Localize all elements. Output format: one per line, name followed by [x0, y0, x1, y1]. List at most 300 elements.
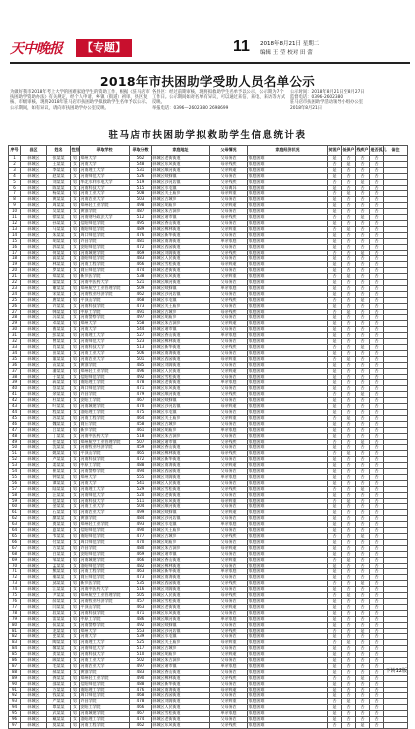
table-cell: 驿城区人民街道: [152, 593, 210, 599]
table-cell: 河南牧业经济学院: [80, 291, 130, 297]
table-title: 驻马店市扶困助学拟救助学生信息统计表: [108, 130, 307, 141]
table-cell: 89: [9, 675, 21, 681]
table-cell: 驿城区诸市镇: [152, 663, 210, 669]
table-cell: 驿城区: [21, 392, 47, 398]
table-cell: 否: [328, 215, 342, 221]
table-cell: 女: [71, 457, 80, 463]
table-cell: 家庭困难: [248, 687, 328, 693]
table-cell: 驿城区: [21, 551, 47, 557]
table-cell: 32: [9, 339, 21, 345]
table-cell: 河南工业大学: [80, 504, 130, 510]
table-cell: 37: [9, 368, 21, 374]
table-cell: 驿城区: [21, 486, 47, 492]
table-cell: 驿城区胡庙乡: [152, 427, 210, 433]
table-cell: 驿城区: [21, 427, 47, 433]
table-cell: 父母务农: [210, 669, 248, 675]
table-cell: 31: [9, 333, 21, 339]
table-cell: 是: [328, 374, 342, 380]
table-cell: 父母务农: [210, 469, 248, 475]
table-cell: 517: [130, 646, 152, 652]
table-cell: 新乡医学院: [80, 274, 130, 280]
staff-credits: 编辑 王 莹 校对 田 蕾: [260, 50, 313, 56]
table-cell: 父母务农: [210, 173, 248, 179]
table-cell: 父亲残疾: [210, 675, 248, 681]
table-cell: 否: [342, 203, 356, 209]
table-cell: 否: [356, 220, 370, 226]
table-cell: 否: [328, 297, 342, 303]
column-header: 录取学校: [80, 146, 130, 156]
table-cell: 女: [71, 327, 80, 333]
table-cell: 否: [342, 350, 356, 356]
table-cell: 481: [130, 238, 152, 244]
table-cell: 河南财经政法大学: [80, 215, 130, 221]
table-cell: 467: [130, 711, 152, 717]
table-cell: 57: [9, 486, 21, 492]
table-cell: 否: [370, 616, 384, 622]
table-cell: 是: [328, 569, 342, 575]
table-cell: 是: [356, 215, 370, 221]
table-cell: 家庭困难: [248, 528, 328, 534]
table-cell: 家庭困难: [248, 634, 328, 640]
table-cell: 否: [356, 262, 370, 268]
table-cell: 是: [342, 415, 356, 421]
table-cell: 郑州轻工业学院: [80, 203, 130, 209]
table-cell: 男: [71, 321, 80, 327]
table-cell: 是: [328, 404, 342, 410]
table-cell: 否: [370, 197, 384, 203]
table-cell: 河南科技大学: [80, 345, 130, 351]
table-cell: 驿城区: [21, 711, 47, 717]
table-cell: 485: [130, 362, 152, 368]
table-cell: 466: [130, 262, 152, 268]
table-cell: 家庭困难: [248, 539, 328, 545]
page-number: 11: [233, 38, 250, 55]
table-cell: 家庭困难: [248, 321, 328, 327]
table-cell: 家庭困难: [248, 315, 328, 321]
table-cell: 吴某某: [47, 209, 71, 215]
table-cell: 雷某某: [47, 616, 71, 622]
table-cell: 是: [328, 268, 342, 274]
table-cell: 男: [71, 474, 80, 480]
table-cell: 否: [356, 362, 370, 368]
table-cell: 驿城区: [21, 705, 47, 711]
table-cell: 458: [130, 421, 152, 427]
table-cell: 否: [356, 173, 370, 179]
table-cell: 否: [370, 652, 384, 658]
table-cell: 否: [370, 687, 384, 693]
table-cell: 家庭困难: [248, 433, 328, 439]
table-cell: 否: [356, 616, 370, 622]
table-cell: 驿城区: [21, 534, 47, 540]
table-cell: 否: [342, 634, 356, 640]
table-cell: 是: [342, 498, 356, 504]
table-cell: 否: [328, 345, 342, 351]
table-cell: 驿城区西园街道: [152, 581, 210, 587]
table-cell: 否: [342, 345, 356, 351]
table-cell: 否: [356, 622, 370, 628]
table-cell: 否: [370, 179, 384, 185]
column-header: 序号: [9, 146, 21, 156]
table-cell: 否: [370, 522, 384, 528]
table-cell: 否: [356, 681, 370, 687]
table-cell: 驿城区东风街道: [152, 498, 210, 504]
table-cell: 是: [328, 652, 342, 658]
table-cell: 是: [356, 179, 370, 185]
table-cell: 董某某: [47, 356, 71, 362]
table-cell: 否: [370, 374, 384, 380]
table-cell: 家庭困难: [248, 415, 328, 421]
table-cell: 女: [71, 646, 80, 652]
table-cell: 462: [130, 291, 152, 297]
table-cell: 廖某某: [47, 516, 71, 522]
table-cell: 男: [71, 309, 80, 315]
table-cell: 驿城区东风街道: [152, 610, 210, 616]
table-cell: 戴某某: [47, 717, 71, 723]
table-cell: 南阳师范学院: [80, 534, 130, 540]
table-cell: 否: [342, 646, 356, 652]
table-cell: 78: [9, 610, 21, 616]
table-cell: 是: [328, 663, 342, 669]
table-cell: 秦某某: [47, 575, 71, 581]
table-cell: 否: [342, 297, 356, 303]
table-cell: 驿城区: [21, 498, 47, 504]
table-cell: 否: [356, 575, 370, 581]
table-cell: 李某某: [47, 167, 71, 173]
table-cell: 470: [130, 539, 152, 545]
table-cell: 否: [342, 445, 356, 451]
column-header: 家庭地址: [152, 146, 210, 156]
table-cell: 家庭困难: [248, 386, 328, 392]
table-cell: 否: [370, 669, 384, 675]
table-cell: 9: [9, 203, 21, 209]
table-cell: 女: [71, 669, 80, 675]
table-cell: 是: [356, 297, 370, 303]
table-cell: 是: [328, 457, 342, 463]
table-cell: 否: [342, 421, 356, 427]
table-cell: 是: [356, 486, 370, 492]
table-cell: 465: [130, 451, 152, 457]
table-cell: 否: [356, 226, 370, 232]
table-cell: 是: [328, 291, 342, 297]
table-cell: 家庭困难: [248, 285, 328, 291]
table-cell: 家庭困难: [248, 238, 328, 244]
table-cell: 是: [328, 646, 342, 652]
table-cell: 河南科技大学: [80, 652, 130, 658]
table-cell: 女: [71, 551, 80, 557]
table-cell: 驿城区橡林街道: [152, 451, 210, 457]
table-cell: 郑州大学: [80, 628, 130, 634]
table-cell: 驿城区: [21, 179, 47, 185]
table-cell: 否: [370, 209, 384, 215]
table-cell: 男: [71, 156, 80, 162]
table-cell: 80: [9, 622, 21, 628]
table-cell: 河南工程学院: [80, 415, 130, 421]
table-cell: 家庭困难: [248, 717, 328, 723]
table-cell: 黄淮学院: [80, 516, 130, 522]
table-cell: 驿城区: [21, 687, 47, 693]
table-cell: 是: [328, 504, 342, 510]
table-cell: 驿城区: [21, 723, 47, 729]
table-cell: 480: [130, 545, 152, 551]
table-cell: 驿城区: [21, 604, 47, 610]
table-cell: 驿城区南海街道: [152, 463, 210, 469]
table-cell: 否: [342, 374, 356, 380]
table-cell: 家庭困难: [248, 380, 328, 386]
table-cell: 488: [130, 681, 152, 687]
table-cell: 否: [356, 350, 370, 356]
table-cell: 否: [370, 173, 384, 179]
table-cell: 家庭困难: [248, 368, 328, 374]
table-cell: 86: [9, 658, 21, 664]
table-cell: 是: [328, 658, 342, 664]
table-cell: 驿城区新华街道: [152, 457, 210, 463]
table-cell: 父母务农: [210, 220, 248, 226]
table-cell: 家庭困难: [248, 545, 328, 551]
table-cell: 段某某: [47, 610, 71, 616]
table-cell: 474: [130, 717, 152, 723]
table-cell: 家庭困难: [248, 244, 328, 250]
table-cell: 家庭困难: [248, 663, 328, 669]
table-cell: 是: [328, 173, 342, 179]
table-cell: 方某某: [47, 545, 71, 551]
table-cell: 家庭困难: [248, 640, 328, 646]
table-cell: 袁某某: [47, 362, 71, 368]
table-cell: 29: [9, 321, 21, 327]
table-cell: 77: [9, 604, 21, 610]
table-cell: 父亲病逝: [210, 463, 248, 469]
table-cell: 尹某某: [47, 593, 71, 599]
table-cell: 否: [342, 303, 356, 309]
table-cell: 否: [342, 492, 356, 498]
table-cell: 18: [9, 256, 21, 262]
table-cell: 466: [130, 705, 152, 711]
table-cell: 男: [71, 250, 80, 256]
table-cell: 463: [130, 569, 152, 575]
table-cell: 否: [328, 392, 342, 398]
table-cell: 否: [342, 469, 356, 475]
table-cell: 507: [130, 439, 152, 445]
table-header-row: [9, 146, 408, 156]
table-cell: 母亲病逝: [210, 545, 248, 551]
table-cell: 否: [356, 309, 370, 315]
table-cell: 驿城区: [21, 398, 47, 404]
table-cell: 男: [71, 427, 80, 433]
table-cell: 否: [342, 522, 356, 528]
table-cell: 男: [71, 392, 80, 398]
table-cell: 50: [9, 445, 21, 451]
table-cell: 河南工业大学: [80, 191, 130, 197]
table-cell: 女: [71, 516, 80, 522]
table-cell: 驿城区: [21, 321, 47, 327]
table-cell: 信阳师范学院: [80, 220, 130, 226]
table-cell: 499: [130, 510, 152, 516]
table-cell: 驿城区胡庙乡: [152, 539, 210, 545]
table-cell: 父亲病逝: [210, 203, 248, 209]
table-cell: 杜某某: [47, 398, 71, 404]
table-cell: 宋某某: [47, 291, 71, 297]
table-cell: 474: [130, 268, 152, 274]
table-cell: 否: [342, 581, 356, 587]
table-cell: 男: [71, 534, 80, 540]
table-cell: 家庭困难: [248, 232, 328, 238]
table-cell: 任某某: [47, 439, 71, 445]
table-cell: 河南师范大学: [80, 173, 130, 179]
table-cell: 否: [356, 327, 370, 333]
table-cell: 女: [71, 209, 80, 215]
table-cell: 河南警察学院: [80, 315, 130, 321]
table-cell: 是: [328, 693, 342, 699]
table-cell: 562: [130, 156, 152, 162]
table-cell: 是: [342, 451, 356, 457]
table-cell: 女: [71, 634, 80, 640]
table-cell: 否: [370, 220, 384, 226]
table-cell: 驿城区: [21, 421, 47, 427]
table-cell: 25: [9, 297, 21, 303]
table-cell: 女: [71, 575, 80, 581]
table-cell: 是: [328, 232, 342, 238]
table-cell: 河南中医药大学: [80, 433, 130, 439]
table-cell: 否: [328, 274, 342, 280]
table-cell: 是: [328, 610, 342, 616]
table-cell: 驿城区沙河店镇: [152, 628, 210, 634]
table-row: [9, 723, 408, 729]
table-cell: 否: [342, 215, 356, 221]
table-cell: 驿城区: [21, 622, 47, 628]
table-cell: 否: [342, 167, 356, 173]
table-cell: 否: [370, 469, 384, 475]
table-cell: 苏某某: [47, 415, 71, 421]
table-cell: 否: [370, 156, 384, 162]
table-cell: 肖某某: [47, 345, 71, 351]
table-cell: 23: [9, 285, 21, 291]
table-cell: 否: [342, 209, 356, 215]
table-cell: 483: [130, 669, 152, 675]
table-cell: 否: [356, 510, 370, 516]
table-cell: 河南中医药大学: [80, 587, 130, 593]
table-cell: 女: [71, 705, 80, 711]
table-cell: 河南科技学院: [80, 610, 130, 616]
table-cell: 是: [328, 711, 342, 717]
table-cell: 驿城区朱古洞乡: [152, 321, 210, 327]
table-cell: 家庭困难: [248, 215, 328, 221]
table-cell: 否: [342, 244, 356, 250]
table-cell: 486: [130, 616, 152, 622]
table-cell: 是: [328, 587, 342, 593]
table-cell: 489: [130, 226, 152, 232]
table-cell: 河南中医药大学: [80, 280, 130, 286]
table-cell: 否: [342, 197, 356, 203]
table-cell: 否: [356, 646, 370, 652]
table-cell: 否: [342, 575, 356, 581]
table-cell: 驿城区关王庙乡: [152, 303, 210, 309]
table-cell: 74: [9, 587, 21, 593]
table-cell: 家庭困难: [248, 451, 328, 457]
table-cell: 郑州轻工业学院: [80, 522, 130, 528]
table-cell: 527: [130, 333, 152, 339]
table-cell: 否: [342, 604, 356, 610]
table-cell: 是: [342, 640, 356, 646]
table-cell: 否: [356, 640, 370, 646]
table-cell: 驿城区: [21, 161, 47, 167]
table-cell: 驿城区: [21, 197, 47, 203]
table-cell: 父母务农: [210, 244, 248, 250]
table-cell: 驿城区: [21, 226, 47, 232]
table-cell: 驿城区: [21, 439, 47, 445]
table-cell: 否: [342, 392, 356, 398]
table-cell: 是: [328, 280, 342, 286]
table-cell: 河南工业大学: [80, 350, 130, 356]
table-body: [9, 156, 408, 729]
table-cell: 家庭困难: [248, 610, 328, 616]
table-cell: 女: [71, 610, 80, 616]
table-cell: 驿城区沙河店镇: [152, 404, 210, 410]
table-cell: 否: [370, 711, 384, 717]
table-cell: 女: [71, 480, 80, 486]
table-cell: 商丘学院: [80, 421, 130, 427]
table-cell: 65: [9, 534, 21, 540]
table-cell: 父母务农: [210, 339, 248, 345]
table-cell: 家庭困难: [248, 303, 328, 309]
table-cell: 483: [130, 256, 152, 262]
table-cell: 驿城区人民街道: [152, 480, 210, 486]
table-cell: 驿城区水屯镇: [152, 409, 210, 415]
table-cell: 否: [356, 569, 370, 575]
table-cell: 是: [342, 309, 356, 315]
table-cell: 531: [130, 167, 152, 173]
table-cell: 4: [9, 173, 21, 179]
table-cell: 否: [342, 327, 356, 333]
report-phone: 举报电话：0396—2602380 2698699: [152, 105, 229, 111]
table-cell: 河南农业大学: [80, 356, 130, 362]
table-cell: 驿城区: [21, 522, 47, 528]
table-cell: 家庭困难: [248, 291, 328, 297]
table-cell: 罗某某: [47, 268, 71, 274]
table-cell: 父母务农: [210, 268, 248, 274]
table-cell: 22: [9, 280, 21, 286]
table-cell: 贾某某: [47, 522, 71, 528]
table-cell: 否: [370, 362, 384, 368]
table-cell: 父亲残疾: [210, 250, 248, 256]
table-cell: 家庭困难: [248, 705, 328, 711]
table-cell: 是: [328, 156, 342, 162]
table-cell: 父亲病逝: [210, 368, 248, 374]
table-cell: 否: [370, 587, 384, 593]
table-cell: 否: [356, 238, 370, 244]
table-cell: 否: [370, 646, 384, 652]
table-cell: 76: [9, 598, 21, 604]
table-cell: 父母务农: [210, 291, 248, 297]
table-cell: 严某某: [47, 699, 71, 705]
table-cell: 是: [328, 386, 342, 392]
table-cell: 是: [328, 516, 342, 522]
table-cell: 家庭困难: [248, 510, 328, 516]
table-cell: 是: [328, 681, 342, 687]
table-cell: 家庭困难: [248, 327, 328, 333]
table-cell: 蒋某某: [47, 380, 71, 386]
table-cell: 否: [370, 598, 384, 604]
table-cell: 家庭困难: [248, 492, 328, 498]
table-cell: 525: [130, 640, 152, 646]
table-cell: 孟某某: [47, 563, 71, 569]
table-cell: 81: [9, 628, 21, 634]
table-cell: 是: [328, 634, 342, 640]
table-cell: 否: [356, 291, 370, 297]
table-cell: 是: [328, 333, 342, 339]
table-cell: 否: [370, 658, 384, 664]
table-cell: 是: [328, 303, 342, 309]
table-cell: 白某某: [47, 551, 71, 557]
table-cell: 汪某某: [47, 492, 71, 498]
